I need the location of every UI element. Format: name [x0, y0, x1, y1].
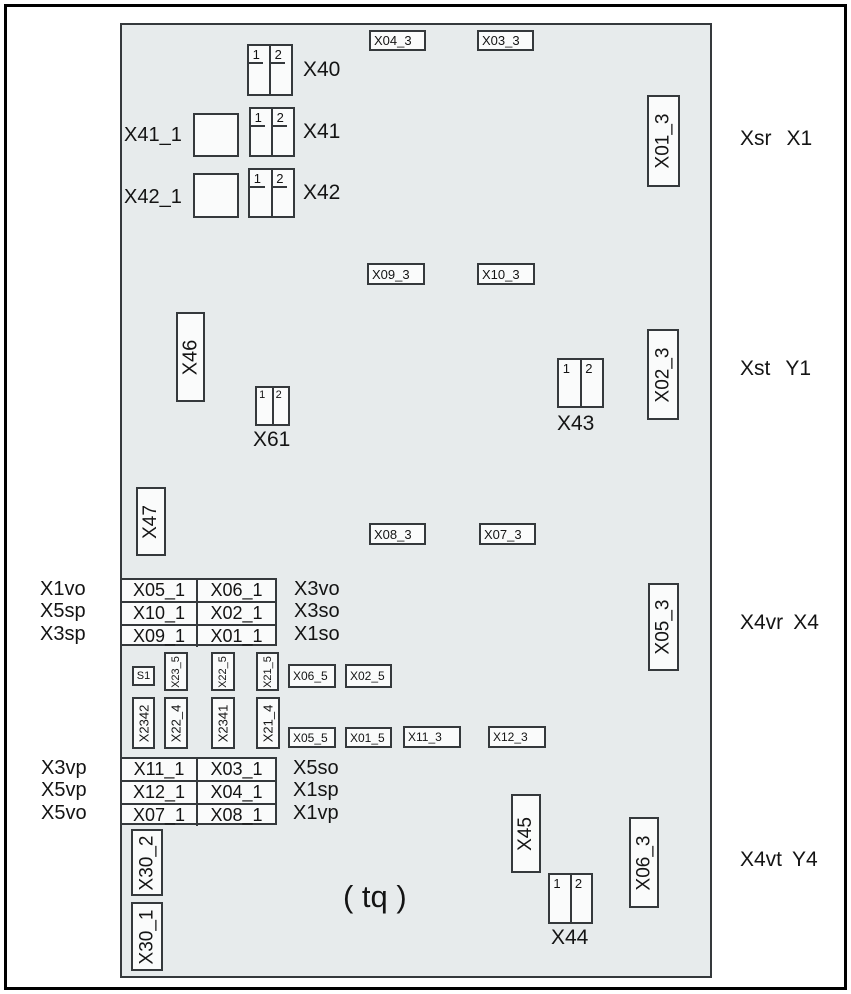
- connector-x08-3: X08_3: [369, 523, 426, 545]
- table-cell: X01_1: [210, 626, 263, 646]
- connector-label-x01-3: X01_3: [652, 113, 674, 169]
- margin-label-part: X4vr: [740, 611, 784, 634]
- upper-left-labels: [40, 578, 86, 646]
- connector-label-x42: X42: [303, 181, 341, 204]
- margin-label-part: X1: [786, 127, 813, 150]
- connector-label-x41: X41: [303, 120, 341, 143]
- table-cell: X03_1: [198, 759, 275, 782]
- pin-cell: [582, 360, 603, 406]
- margin-label: X5vo: [41, 801, 87, 824]
- connector-label-x42-1: X42_1: [124, 186, 182, 208]
- connector-x22-4: [164, 697, 188, 749]
- connector-x09-3: X09_3: [367, 263, 425, 285]
- connector-x01-5: X01_5: [345, 727, 392, 748]
- connector-x40: [247, 44, 293, 96]
- connector-label-x02-3: X02_3: [652, 347, 674, 402]
- upper-right-labels: [294, 578, 340, 646]
- table-cell: X02_1: [198, 603, 275, 626]
- connector-label-x21-5: X21_5: [261, 655, 274, 688]
- connector-label-x05-3: X05_3: [652, 599, 674, 655]
- margin-label: X3vo: [294, 577, 340, 600]
- pin-number: 1: [553, 876, 561, 891]
- margin-label: X5vp: [41, 779, 87, 802]
- pin-number: 2: [273, 171, 288, 188]
- connector-x21-4: [256, 697, 280, 749]
- margin-label: X3so: [294, 600, 340, 623]
- pin-cell: [273, 109, 293, 155]
- connector-label-x30-2: X30_2: [136, 835, 158, 890]
- pin-number: 2: [574, 876, 583, 891]
- table-cell: X12_1: [122, 782, 198, 805]
- connector-label-x40: X40: [303, 58, 341, 81]
- margin-label: X5sp: [40, 600, 86, 623]
- margin-label-part: Y1: [785, 357, 812, 380]
- margin-label-xsr-x1: [740, 127, 812, 151]
- pin-cell: [249, 46, 271, 94]
- margin-label: X1vp: [293, 801, 339, 824]
- connector-x44: [548, 873, 593, 924]
- margin-label: X3vp: [41, 756, 87, 779]
- connector-label-x21-4: X21_4: [260, 704, 276, 742]
- connector-label-x2342: X2342: [136, 704, 151, 742]
- table-cell: X10_1: [122, 603, 198, 626]
- pin-number: 1: [259, 389, 266, 401]
- connector-x42-1: [193, 173, 239, 218]
- connector-table-lower: [120, 757, 277, 825]
- table-cell: X04_1: [198, 782, 275, 805]
- pin-number: 2: [273, 110, 287, 127]
- margin-label: X3sp: [40, 622, 86, 645]
- margin-label: X1so: [294, 622, 340, 645]
- connector-label-x47: X47: [140, 504, 161, 539]
- connector-label-x23-5: X23_5: [170, 655, 182, 688]
- connector-x04-3: X04_3: [369, 30, 426, 51]
- pin-cell: [274, 388, 289, 424]
- lower-left-labels: [41, 757, 87, 825]
- table-cell: X11_1: [122, 759, 198, 782]
- connector-label-x46: X46: [179, 339, 201, 375]
- connector-label-x43: X43: [557, 412, 595, 435]
- connector-x05-3: [648, 583, 679, 671]
- pin-number: 1: [249, 47, 263, 64]
- connector-x05-5: X05_5: [288, 727, 336, 748]
- margin-label: X1sp: [293, 779, 339, 802]
- table-cell: X07_1: [122, 805, 198, 826]
- margin-label-part: X4vt: [740, 848, 783, 871]
- connector-label-x30-1: X30_1: [136, 909, 158, 964]
- connector-x46: [176, 312, 205, 402]
- connector-x2342: [132, 697, 155, 749]
- connector-x23-5: [164, 652, 188, 691]
- margin-label: X5so: [293, 756, 339, 779]
- table-cell: X08_1: [210, 805, 263, 825]
- pin-number: 2: [585, 361, 593, 376]
- connector-x11-3: X11_3: [403, 726, 461, 748]
- pin-number: 1: [562, 361, 570, 376]
- pin-number: 2: [271, 47, 285, 64]
- pin-number: 2: [275, 389, 282, 401]
- connector-label-x41-1: X41_1: [124, 124, 182, 146]
- connector-label-x06-3: X06_3: [633, 835, 655, 890]
- connector-x43: [557, 358, 604, 408]
- connector-label-x2341: X2341: [215, 704, 231, 742]
- connector-x47: [136, 487, 166, 556]
- pin-cell: [572, 875, 592, 922]
- table-cell: X05_1: [122, 580, 198, 603]
- connector-x41-1: [193, 113, 239, 157]
- pin-cell: [273, 170, 294, 216]
- switch-s1: S1: [132, 666, 155, 686]
- margin-label-part: X4: [793, 611, 819, 634]
- connector-label-x22-4: X22_4: [168, 704, 184, 742]
- margin-label-x4vr-x4: [740, 611, 819, 635]
- connector-x01-3: [647, 95, 680, 187]
- connector-x03-3: X03_3: [477, 30, 534, 51]
- connector-x30-2: [131, 829, 163, 896]
- connector-x06-5: X06_5: [288, 664, 336, 688]
- connector-x06-3: [629, 817, 659, 908]
- pin-cell: [550, 875, 572, 922]
- connector-label-x44: X44: [551, 926, 589, 949]
- pin-cell: [271, 46, 291, 94]
- connector-x61: [255, 386, 290, 426]
- connector-x2341: [211, 697, 235, 749]
- pin-number: 1: [250, 171, 265, 188]
- connector-x07-3: X07_3: [479, 523, 536, 545]
- connector-x22-5: [211, 652, 235, 691]
- margin-label-part: Xsr: [740, 127, 772, 150]
- lower-right-labels: [293, 757, 339, 825]
- margin-label-x4vt-y4: [740, 848, 818, 872]
- margin-label-xst-y1: [740, 357, 811, 381]
- pin-number: 1: [251, 110, 265, 127]
- pin-cell: [257, 388, 274, 424]
- pin-cell: [250, 170, 273, 216]
- connector-table-upper: [120, 578, 277, 646]
- pin-cell: [251, 109, 273, 155]
- connector-x21-5: [256, 652, 279, 691]
- connector-label-x22-5: X22_5: [217, 655, 229, 688]
- connector-x30-1: [131, 902, 163, 971]
- margin-label-part: Xst: [740, 357, 771, 380]
- connector-x12-3: X12_3: [488, 726, 546, 748]
- margin-label-part: Y4: [792, 848, 818, 871]
- table-cell: X06_1: [198, 580, 275, 603]
- connector-x45: [511, 794, 541, 873]
- margin-label: X1vo: [40, 577, 86, 600]
- connector-x02-5: X02_5: [345, 664, 392, 688]
- connector-label-x61: X61: [253, 428, 291, 451]
- connector-label-x45: X45: [515, 816, 536, 851]
- connector-x41: [249, 107, 295, 157]
- table-cell: X09_1: [122, 626, 198, 647]
- connector-x10-3: X10_3: [477, 263, 535, 285]
- board-designation-text: ( tq ): [343, 879, 407, 914]
- pcb-outline: [120, 23, 712, 978]
- connector-x02-3: [647, 329, 679, 420]
- pin-cell: [559, 360, 582, 406]
- connector-x42: [248, 168, 295, 218]
